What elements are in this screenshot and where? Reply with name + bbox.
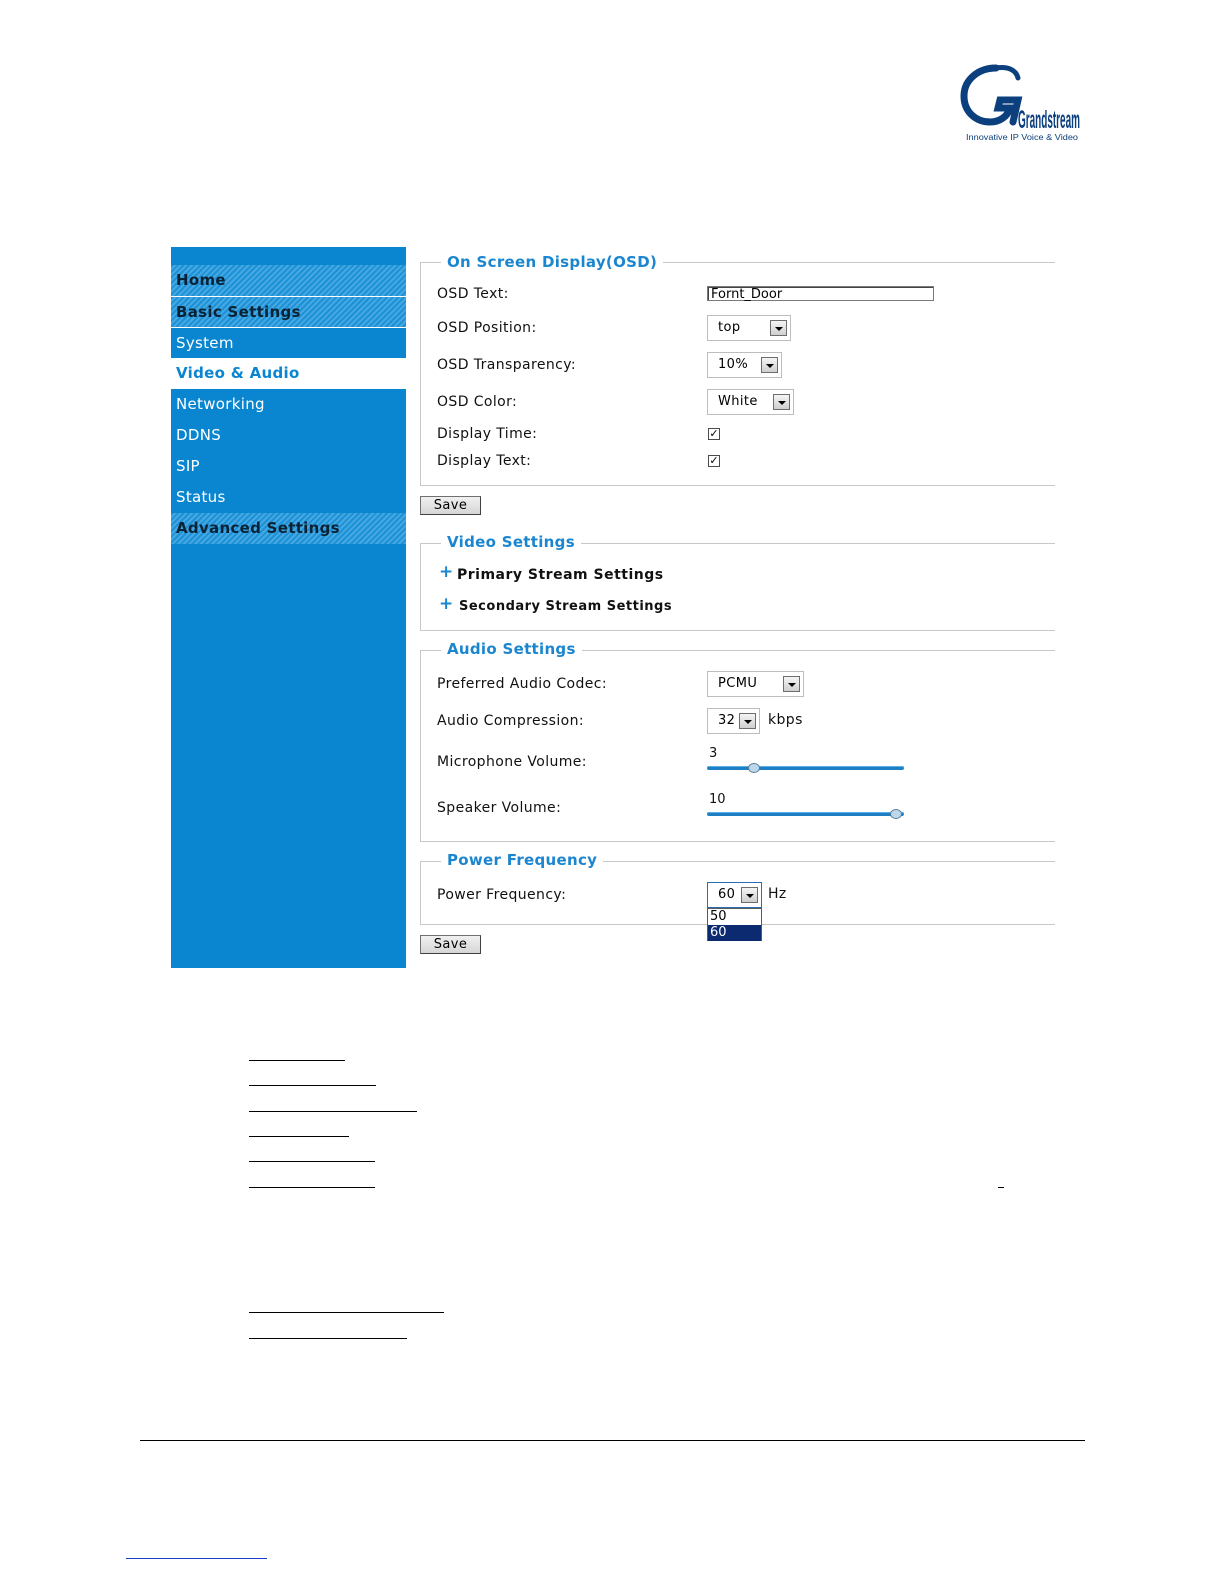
chevron-down-icon — [739, 713, 756, 729]
power-save-button[interactable]: Save — [420, 935, 481, 954]
sidebar-item-system[interactable]: System — [171, 327, 406, 358]
power-frequency-option[interactable]: 50 — [710, 909, 727, 924]
osd-transparency-select[interactable] — [707, 352, 782, 378]
power-frequency-value: 60 — [718, 887, 736, 902]
speaker-volume-label: Speaker Volume: — [437, 800, 562, 816]
display-text-checkbox[interactable]: ✓ — [709, 454, 719, 467]
chevron-down-icon — [783, 676, 800, 692]
power-frequency-option-selected[interactable]: 60 — [708, 925, 761, 941]
power-frequency-unit: Hz — [768, 886, 787, 902]
sidebar-item-basic-settings[interactable]: Basic Settings — [171, 296, 406, 327]
chevron-down-icon — [761, 357, 778, 373]
document-rule — [249, 1312, 444, 1313]
expand-plus-icon[interactable]: + — [439, 594, 454, 614]
sidebar-item-video-audio[interactable]: Video & Audio — [171, 358, 406, 389]
audio-section-bottom-border — [420, 841, 1055, 842]
sidebar — [171, 247, 406, 968]
logo-brand-text: Grandstream — [1018, 106, 1080, 134]
speaker-volume-slider[interactable] — [707, 812, 904, 816]
sidebar-item-sip[interactable]: SIP — [176, 457, 200, 475]
audio-codec-label: Preferred Audio Codec: — [437, 676, 608, 692]
video-section-left-border — [420, 543, 421, 631]
document-rule — [249, 1085, 376, 1086]
footer-divider — [140, 1440, 1085, 1441]
document-rule — [249, 1338, 407, 1339]
microphone-volume-value: 3 — [709, 746, 718, 761]
sidebar-item-status[interactable]: Status — [176, 488, 226, 506]
sidebar-item-ddns[interactable]: DDNS — [176, 426, 222, 444]
grandstream-logo — [958, 60, 1086, 150]
expand-plus-icon[interactable]: + — [439, 562, 454, 582]
microphone-volume-label: Microphone Volume: — [437, 754, 587, 770]
audio-codec-value: PCMU — [718, 676, 758, 691]
audio-section-left-border — [420, 650, 421, 842]
osd-transparency-value: 10% — [718, 357, 749, 372]
footer-link-underline[interactable] — [126, 1558, 267, 1559]
document-rule — [249, 1161, 375, 1162]
audio-compression-select[interactable] — [707, 708, 760, 734]
video-section-title: Video Settings — [441, 533, 581, 551]
sidebar-item-advanced-settings[interactable]: Advanced Settings — [171, 513, 406, 544]
display-time-checkbox[interactable]: ✓ — [709, 427, 719, 440]
logo-tagline: Innovative IP Voice & Video — [966, 132, 1079, 142]
microphone-volume-slider-handle[interactable] — [748, 763, 760, 773]
primary-stream-settings-toggle[interactable]: Primary Stream Settings — [457, 567, 664, 583]
chevron-down-icon — [770, 320, 787, 336]
osd-text-label: OSD Text: — [437, 286, 509, 302]
power-frequency-label: Power Frequency: — [437, 887, 567, 903]
osd-color-label: OSD Color: — [437, 394, 518, 410]
audio-compression-label: Audio Compression: — [437, 713, 585, 729]
microphone-volume-slider[interactable] — [707, 766, 904, 770]
sidebar-item-networking[interactable]: Networking — [176, 395, 265, 413]
document-rule — [249, 1060, 345, 1061]
osd-position-select[interactable] — [707, 315, 791, 341]
osd-text-input[interactable]: Fornt_Door — [707, 286, 934, 301]
osd-position-value: top — [718, 320, 741, 335]
power-frequency-select[interactable] — [707, 882, 762, 908]
audio-codec-select[interactable] — [707, 671, 804, 697]
osd-color-value: White — [718, 394, 758, 409]
audio-compression-unit: kbps — [768, 712, 803, 728]
audio-section-title: Audio Settings — [441, 640, 582, 658]
osd-save-button[interactable]: Save — [420, 496, 481, 515]
speaker-volume-value: 10 — [709, 792, 726, 807]
display-time-label: Display Time: — [437, 426, 538, 442]
power-section-left-border — [420, 861, 421, 925]
speaker-volume-slider-handle[interactable] — [890, 809, 902, 819]
power-frequency-dropdown-list — [707, 908, 762, 941]
sidebar-item-home[interactable]: Home — [171, 265, 406, 296]
power-section-title: Power Frequency — [441, 851, 603, 869]
osd-section-left-border — [420, 262, 421, 486]
audio-compression-value: 32 — [718, 713, 736, 728]
osd-section-title: On Screen Display(OSD) — [441, 253, 663, 271]
document-rule — [249, 1187, 375, 1188]
video-section-bottom-border — [420, 630, 1055, 631]
osd-transparency-label: OSD Transparency: — [437, 357, 577, 373]
chevron-down-icon — [773, 394, 790, 410]
secondary-stream-settings-toggle[interactable]: Secondary Stream Settings — [459, 599, 673, 614]
osd-section-bottom-border — [420, 485, 1055, 486]
document-rule — [249, 1111, 417, 1112]
chevron-down-icon — [741, 887, 758, 903]
document-rule — [998, 1187, 1004, 1188]
document-rule — [249, 1136, 349, 1137]
osd-color-select[interactable] — [707, 389, 794, 415]
osd-position-label: OSD Position: — [437, 320, 537, 336]
display-text-label: Display Text: — [437, 453, 532, 469]
